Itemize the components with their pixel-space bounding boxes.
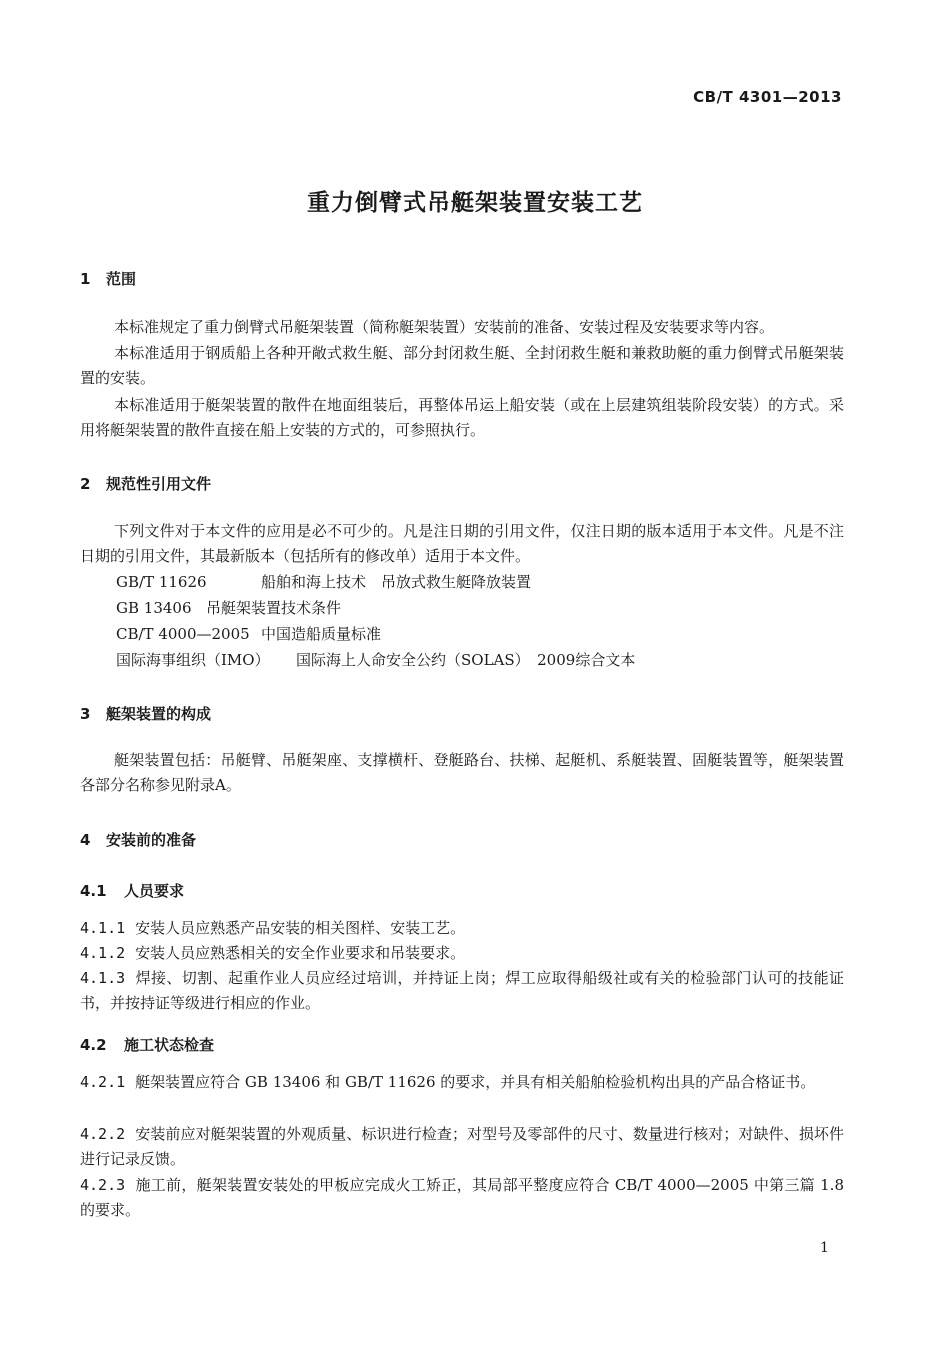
section-2-heading xyxy=(80,473,211,494)
reference-name: 中国造船质量标准 xyxy=(261,625,382,643)
section-title: 艇架装置的构成 xyxy=(106,705,212,723)
paragraph: 本标准适用于钢质船上各种开敞式救生艇、部分封闭救生艇、全封闭救生艇和兼救助艇的重力倒臂式吊艇架装置的安装。 xyxy=(80,344,844,387)
clause-number: 4.2.2 xyxy=(80,1125,126,1143)
reference-item xyxy=(116,596,341,621)
clause-text: 安装人员应熟悉产品安装的相关图样、安装工艺。 xyxy=(135,919,466,937)
clause-text: 焊接、切割、起重作业人员应经过培训，并持证上岗；焊工应取得船级社或有关的检验部门认可的技能证书，并按持证等级进行相应的作业。 xyxy=(80,969,844,1012)
clause-text: 安装人员应熟悉相关的安全作业要求和吊装要求。 xyxy=(135,944,466,962)
reference-item xyxy=(116,648,635,673)
section-1-heading xyxy=(80,268,136,289)
section-number: 1 xyxy=(80,270,91,288)
reference-item xyxy=(116,570,531,595)
paragraph: 本标准适用于艇架装置的散件在地面组装后，再整体吊运上船安装（或在上层建筑组装阶段安装）的方式。采用将艇架装置的散件直接在船上安装的方式的，可参照执行。 xyxy=(80,396,844,439)
paragraph: 下列文件对于本文件的应用是必不可少的。凡是注日期的引用文件，仅注日期的版本适用于本文件。凡是不注日期的引用文件，其最新版本（包括所有的修改单）适用于本文件。 xyxy=(80,522,844,565)
document-title: 重力倒臂式吊艇架装置安装工艺 xyxy=(307,190,643,216)
clause-text: 艇架装置应符合 GB 13406 和 GB/T 11626 的要求，并具有相关船舶检验机构出具的产品合格证书。 xyxy=(135,1073,816,1091)
clause-item xyxy=(80,941,844,966)
reference-name: 吊艇架装置技术条件 xyxy=(206,599,342,617)
standard-code: CB/T 4301—2013 xyxy=(693,88,842,106)
clause-number: 4.2.3 xyxy=(80,1176,126,1194)
clause-number: 4.1.2 xyxy=(80,944,126,962)
reference-name: 船舶和海上技术 吊放式救生艇降放装置 xyxy=(261,573,532,591)
section-title: 规范性引用文件 xyxy=(106,475,212,493)
section-number: 4 xyxy=(80,831,91,849)
subsection-4-2-heading xyxy=(80,1034,214,1055)
clause-number: 4.1.1 xyxy=(80,919,126,937)
clause-item xyxy=(80,1173,844,1223)
section-number: 4.1 xyxy=(80,882,107,900)
paragraph: 艇架装置包括：吊艇臂、吊艇架座、支撑横杆、登艇路台、扶梯、起艇机、系艇装置、固艇装置等，艇架装置各部分名称参见附录A。 xyxy=(80,751,844,794)
section-title: 人员要求 xyxy=(124,882,185,900)
reference-name: 国际海上人命安全公约（SOLAS） 2009综合文本 xyxy=(296,651,636,669)
clause-item xyxy=(80,966,844,1016)
section-4-heading xyxy=(80,829,196,850)
page-number: 1 xyxy=(820,1240,829,1256)
clause-number: 4.1.3 xyxy=(80,969,126,987)
subsection-4-1-heading xyxy=(80,880,184,901)
clause-text: 安装前应对艇架装置的外观质量、标识进行检查；对型号及零部件的尺寸、数量进行核对；对缺件、损坏件进行记录反馈。 xyxy=(80,1125,844,1168)
section-3-heading xyxy=(80,703,211,724)
section-title: 施工状态检查 xyxy=(124,1036,215,1054)
clause-number: 4.2.1 xyxy=(80,1073,126,1091)
section-title: 安装前的准备 xyxy=(106,831,197,849)
paragraph: 本标准规定了重力倒臂式吊艇架装置（简称艇架装置）安装前的准备、安装过程及安装要求等内容。 xyxy=(114,318,775,336)
reference-code: 国际海事组织（IMO） xyxy=(116,651,270,669)
section-number: 2 xyxy=(80,475,91,493)
clause-item xyxy=(80,916,844,941)
section-number: 4.2 xyxy=(80,1036,107,1054)
reference-code: GB/T 11626 xyxy=(116,573,207,591)
reference-code: GB 13406 xyxy=(116,599,192,617)
reference-code: CB/T 4000—2005 xyxy=(116,625,250,643)
clause-item xyxy=(80,1070,844,1095)
reference-item xyxy=(116,622,381,647)
clause-item xyxy=(80,1122,844,1172)
clause-text: 施工前，艇架装置安装处的甲板应完成火工矫正，其局部平整度应符合 CB/T 4000—2005 中第三篇 1.8 的要求。 xyxy=(80,1176,844,1219)
section-number: 3 xyxy=(80,705,91,723)
section-title: 范围 xyxy=(106,270,137,288)
